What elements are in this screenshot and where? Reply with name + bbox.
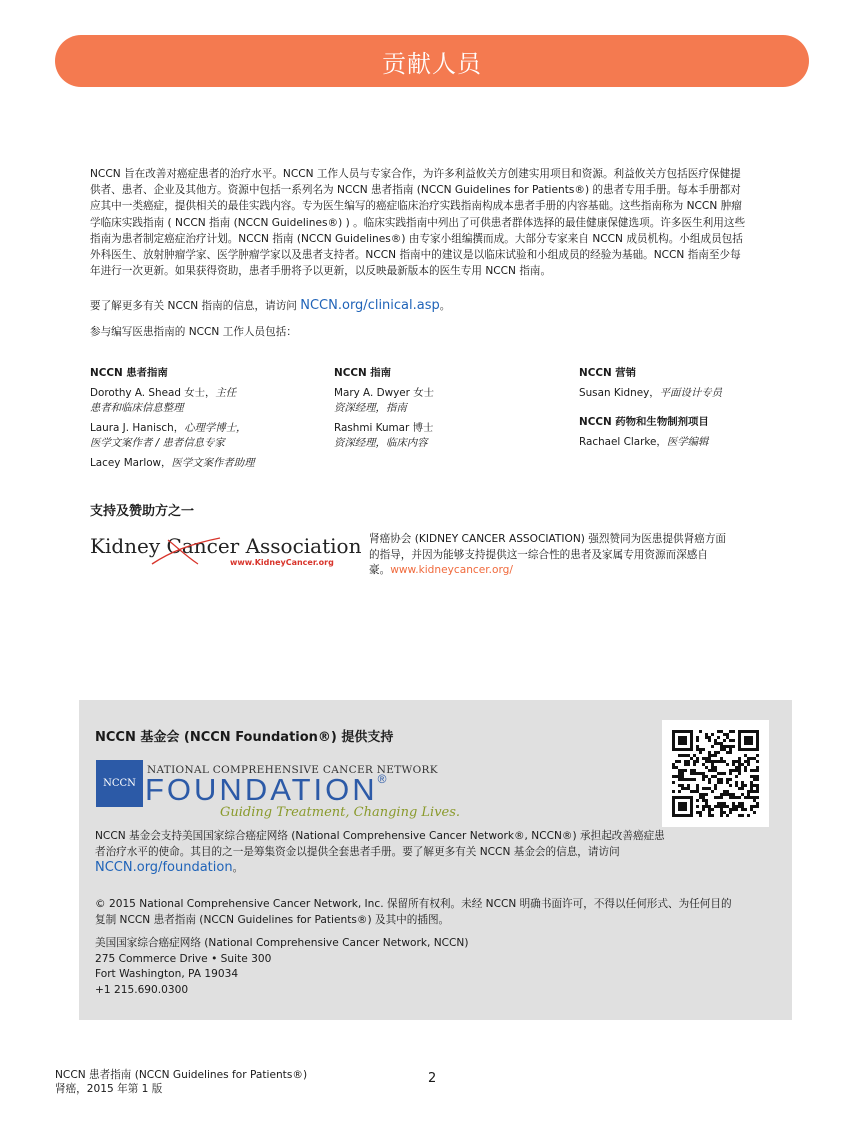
foundation-description (95, 829, 665, 877)
staff-role: 平面设计专员 (659, 386, 723, 399)
section-title: 贡献人员 (382, 49, 482, 78)
staff-role-detail: 医学文案作者 / 患者信息专家 (90, 437, 225, 449)
address-line: 275 Commerce Drive • Suite 300 (95, 952, 272, 965)
staff-name: Rachael Clarke， (579, 435, 667, 448)
column-heading-pharma: NCCN 药物和生物制剂项目 (579, 416, 709, 428)
logo-tagline: Guiding Treatment, Changing Lives. (220, 805, 461, 820)
foundation-text: NCCN 基金会支持美国国家综合癌症网络 (National Comprehensive Cancer Network®, NCCN®) 承担起改善癌症患者治疗水平的使命。其目的之一是筹集资金以提供全套患者手册。要了解更多有关 NCCN 基金会的信息，请访问 (95, 830, 665, 858)
staff-entry (90, 421, 320, 452)
foundation-link-suffix: 。 (232, 862, 244, 875)
address-line: +1 215.690.0300 (95, 983, 189, 996)
foundation-heading: NCCN 基金会 (NCCN Foundation®) 提供支持 (95, 730, 394, 745)
staff-role-detail: 资深经理，临床内容 (334, 437, 428, 449)
kca-logo-url: www.KidneyCancer.org (230, 558, 334, 567)
staff-column-patient-guidelines (90, 366, 320, 475)
staff-role: 医学文案作者助理 (171, 456, 255, 469)
logo-foundation-word (145, 772, 389, 808)
address-line: 美国国家综合癌症网络 (National Comprehensive Cancer Network, NCCN) (95, 937, 469, 949)
clinical-link[interactable]: NCCN.org/clinical.asp (300, 298, 440, 313)
kca-ribbon-icon (146, 534, 226, 568)
qr-code-icon[interactable] (662, 720, 769, 827)
staff-name: Lacey Marlow， (90, 456, 172, 469)
staff-role-detail: 资深经理，指南 (334, 402, 407, 414)
footer-edition: 肾癌，2015 年第 1 版 (55, 1083, 163, 1095)
staff-name: Rashmi Kumar 博士 (334, 421, 434, 434)
staff-entry (90, 386, 320, 417)
section-banner (55, 35, 809, 87)
staff-entry (334, 386, 554, 417)
staff-role: 医学编辑 (666, 435, 709, 448)
footer-series: NCCN 患者指南 (NCCN Guidelines for Patients®) (55, 1069, 308, 1081)
staff-name: Susan Kidney， (579, 386, 660, 399)
logo-registered-mark: ® (377, 772, 390, 786)
column-heading: NCCN 指南 (334, 367, 392, 379)
address-line: Fort Washington, PA 19034 (95, 968, 239, 981)
copyright-notice: © 2015 National Comprehensive Cancer Network, Inc. 保留所有权利。未经 NCCN 明确书面许可，不得以任何形式、为任何目的复制 NCCN 患者指南 (NCCN Guidelines for Patients®) 及其中的插图。 (95, 898, 732, 926)
column-heading: NCCN 患者指南 (90, 367, 168, 379)
page-number: 2 (428, 1071, 437, 1086)
staff-entry (579, 435, 809, 451)
sponsor-description (369, 532, 729, 579)
page-footer (55, 1068, 307, 1096)
address-block (95, 936, 469, 998)
column-heading: NCCN 营销 (579, 367, 637, 379)
intro-text (90, 166, 750, 279)
foundation-link[interactable]: NCCN.org/foundation (95, 860, 233, 876)
staff-entry (334, 421, 554, 452)
staff-role-detail: 患者和临床信息整理 (90, 402, 184, 414)
kidney-cancer-association-logo (90, 534, 362, 574)
guidelines-visit-line (90, 298, 450, 313)
intro-paragraph: NCCN 旨在改善对癌症患者的治疗水平。NCCN 工作人员与专家合作，为许多利益攸关方创建实用项目和资源。利益攸关方包括医疗保健提供者、患者、企业及其他方。资源中包括一系列名为 NCCN 患者指南 (NCCN Guidelines for Patients®) 的患者专用手册。每本手册都对应其中一类癌症，提供相关的最佳实践内容。专为医生编写的癌症临床治疗实践指南构成本患者手册的内容基础。这些指南称为 NCCN 肿瘤学临床实践指南 ( NCCN 指南 (NCCN Guidelines®) ) 。临床实践指南中列出了可供患者群体选择的最佳健康保健选项。许多医生利用这些指南为患者制定癌症治疗计划。NCCN 指南 (NCCN Guidelines®) 由专家小组编撰而成。大部分专家来自 NCCN 成员机构。小组成员包括外科医生、放射肿瘤学家、医学肿瘤学家以及患者支持者。NCCN 指南中的建议是以临床试验和小组成员的经验为基础。NCCN 指南至少每年进行一次更新。如果获得资助，患者手册将予以更新，以反映最新版本的医生专用 NCCN 指南。 (90, 168, 746, 278)
qr-code-graphic (662, 720, 769, 827)
staff-name: Laura J. Hanisch， (90, 421, 185, 434)
staff-role: 主任 (215, 386, 237, 399)
nccn-logo-square (96, 760, 143, 807)
staff-name: Dorothy A. Shead 女士， (90, 386, 216, 399)
visit-prefix: 要了解更多有关 NCCN 指南的信息，请访问 (90, 300, 301, 312)
logo-network-name: NATIONAL COMPREHENSIVE CANCER NETWORK (147, 764, 438, 776)
sponsor-text: 肾癌协会 (KIDNEY CANCER ASSOCIATION) 强烈赞同为医患提供肾癌方面的指导，并因为能够支持提供这一综合性的患者及家属专用资源而深感自豪。 (369, 533, 727, 577)
sponsor-heading: 支持及赞助方之一 (90, 504, 195, 519)
nccn-logo-square-text: NCCN (103, 778, 136, 789)
staff-column-guidelines (334, 366, 554, 456)
staff-entry (579, 386, 809, 402)
staff-entry (90, 456, 320, 472)
visit-suffix: 。 (439, 300, 451, 312)
participants-intro: 参与编写医患指南的 NCCN 工作人员包括： (90, 326, 297, 338)
staff-name: Mary A. Dwyer 女士 (334, 386, 434, 399)
staff-role: 心理学博士， (184, 421, 247, 434)
kca-logo-text: Kidney Cancer Association (90, 534, 362, 558)
logo-foundation-text: FOUNDATION (145, 772, 378, 807)
kca-link[interactable]: www.kidneycancer.org/ (390, 564, 513, 577)
staff-column-marketing (579, 366, 809, 454)
